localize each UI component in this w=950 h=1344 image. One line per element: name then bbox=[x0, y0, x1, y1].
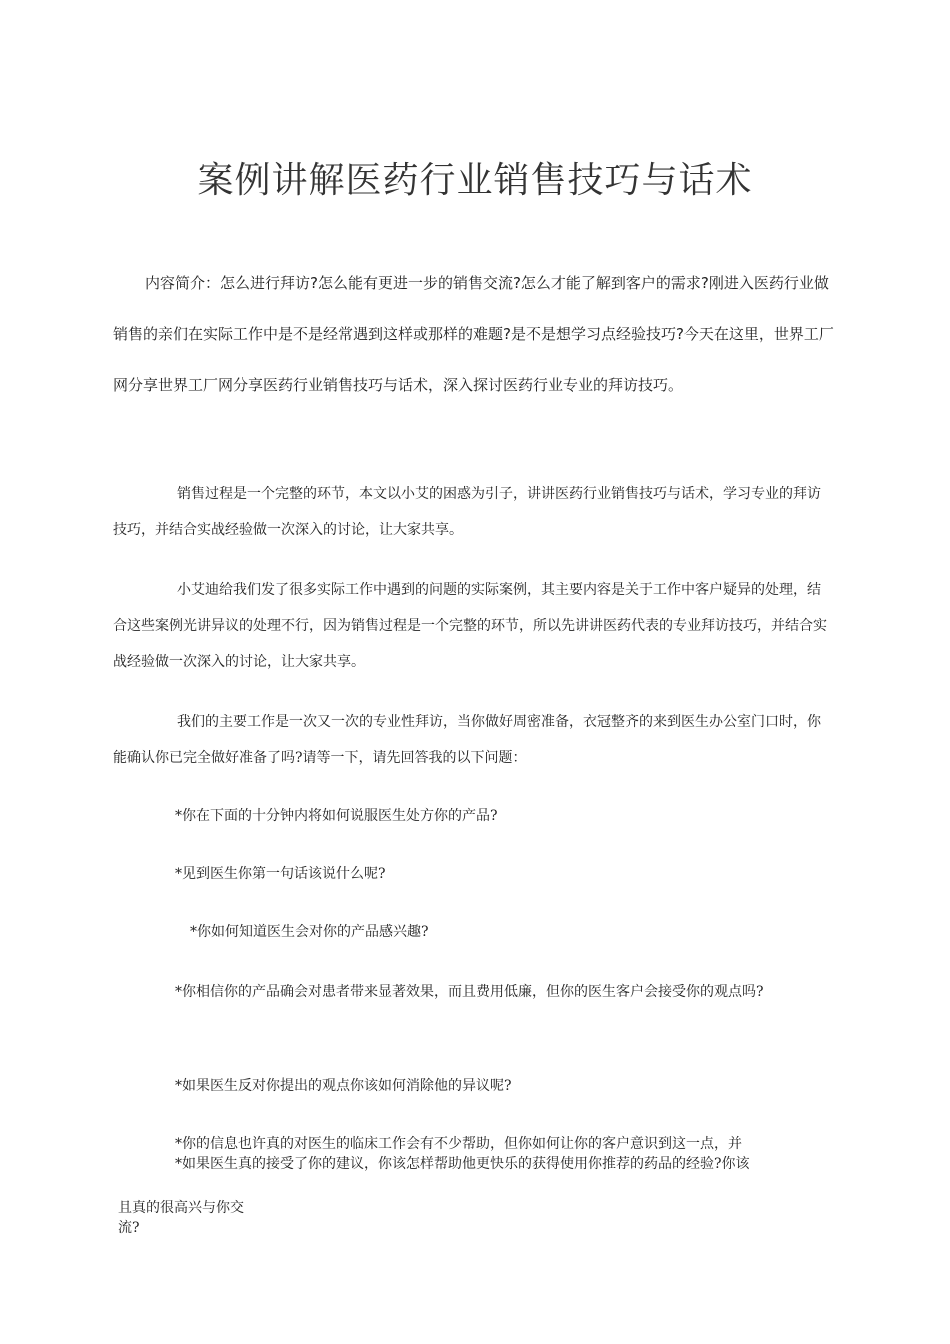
question-3: *你如何知道医生会对你的产品感兴趣? bbox=[190, 924, 429, 940]
question-4: *你相信你的产品确会对患者带来显著效果，而且费用低廉，但你的医生客户会接受你的观点吗? bbox=[175, 984, 764, 1000]
question-5: *如果医生反对你提出的观点你该如何消除他的异议呢? bbox=[175, 1078, 512, 1094]
overlap-question-line-2: *如果医生真的接受了你的建议，你该怎样帮助他更快乐的获得使用你推荐的药品的经验?你该 bbox=[175, 1156, 750, 1172]
question-2: *见到医生你第一句话该说什么呢? bbox=[175, 866, 386, 882]
tail-fragment-2: 流? bbox=[118, 1220, 140, 1236]
question-1: *你在下面的十分钟内将如何说服医生处方你的产品? bbox=[175, 808, 498, 824]
body-paragraph-1: 销售过程是一个完整的环节，本文以小艾的困惑为引子，讲讲医药行业销售技巧与话术，学习专业的拜访技巧，并结合实战经验做一次深入的讨论，让大家共享。 bbox=[113, 486, 821, 538]
summary-paragraph: 内容简介：怎么进行拜访?怎么能有更进一步的销售交流?怎么才能了解到客户的需求?刚进入医药行业做销售的亲们在实际工作中是不是经常遇到这样或那样的难题?是不是想学习点经验技巧?今天在这里，世界工厂网分享世界工厂网分享医药行业销售技巧与话术，深入探讨医药行业专业的拜访技巧。 bbox=[113, 274, 834, 394]
tail-fragment-1: 且真的很高兴与你交 bbox=[118, 1200, 244, 1216]
overlap-question-line-1: *你的信息也许真的对医生的临床工作会有不少帮助，但你如何让你的客户意识到这一点，并 bbox=[175, 1136, 742, 1152]
body-paragraph-2: 小艾迪给我们发了很多实际工作中遇到的问题的实际案例，其主要内容是关于工作中客户疑异的处理，结合这些案例光讲异议的处理不行，因为销售过程是一个完整的环节，所以先讲讲医药代表的专业拜访技巧，并结合实战经验做一次深入的讨论，让大家共享。 bbox=[113, 582, 827, 670]
body-paragraph-3: 我们的主要工作是一次又一次的专业性拜访，当你做好周密准备，衣冠整齐的来到医生办公室门口时，你能确认你已完全做好准备了吗?请等一下，请先回答我的以下问题： bbox=[113, 714, 821, 766]
document-title: 案例讲解医药行业销售技巧与话术 bbox=[197, 160, 753, 201]
